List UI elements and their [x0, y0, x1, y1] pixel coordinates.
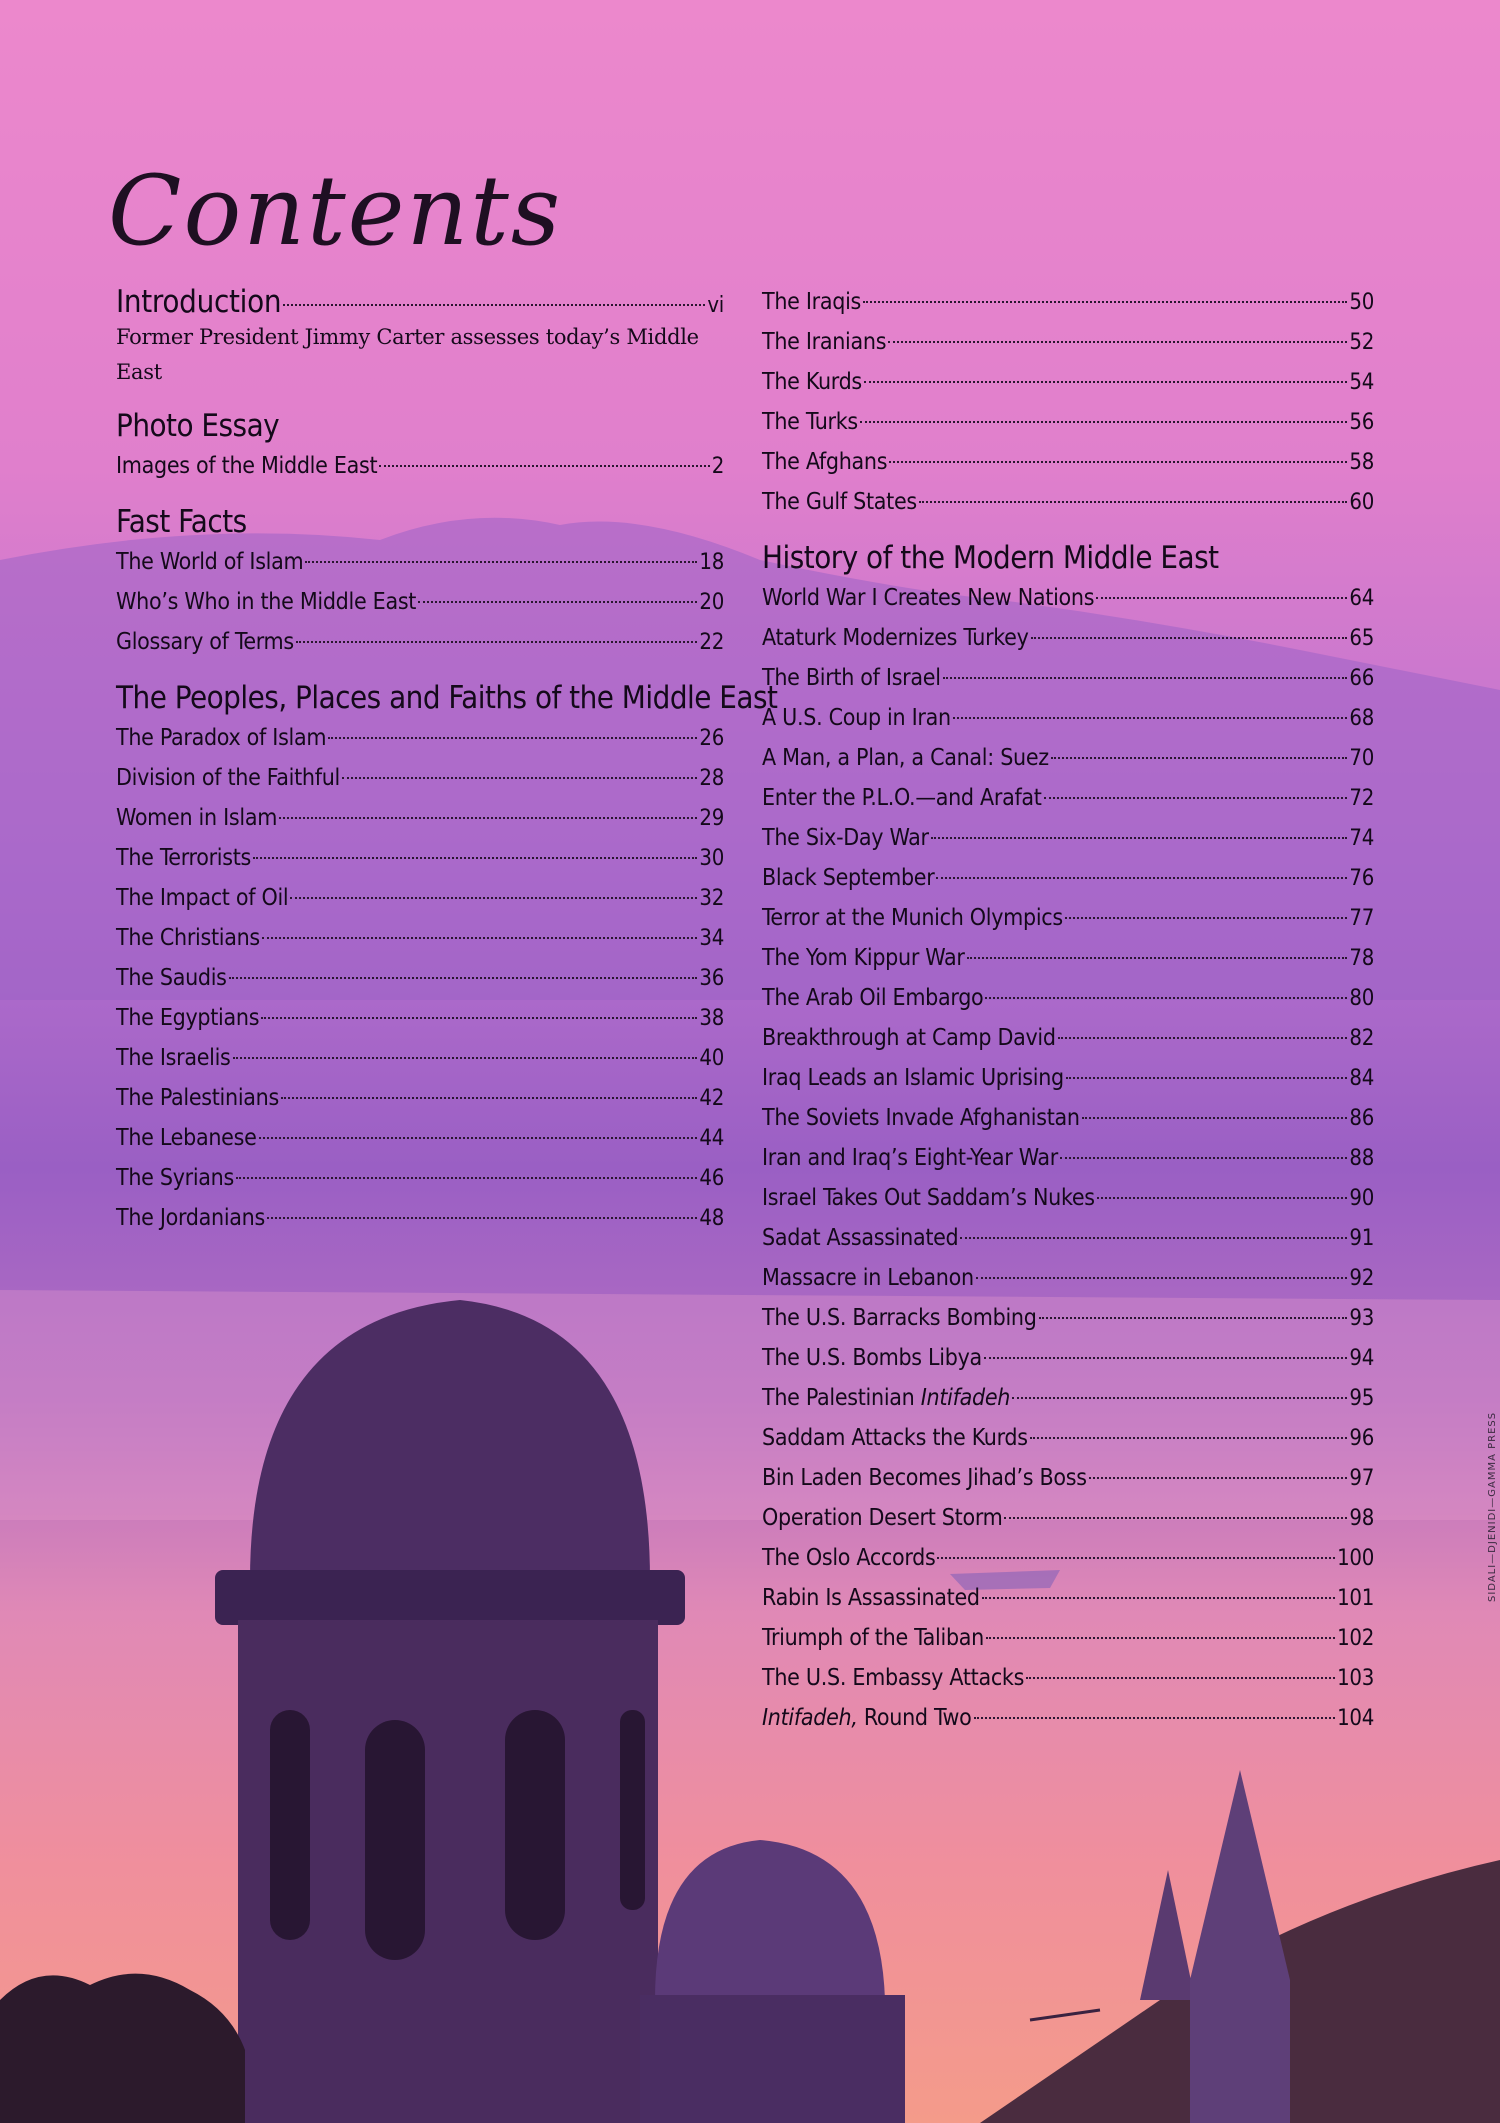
toc-page-number: vi — [707, 293, 724, 318]
toc-entry[interactable] — [116, 998, 724, 1038]
toc-entry-title: The Saudis — [116, 965, 227, 991]
dot-leader — [982, 1597, 1335, 1599]
toc-page-number: 100 — [1337, 1546, 1374, 1571]
dot-leader — [974, 1717, 1336, 1719]
toc-entry-title: The Syrians — [116, 1165, 234, 1191]
toc-entry[interactable] — [762, 1218, 1374, 1258]
toc-entry-title: The Soviets Invade Afghanistan — [762, 1105, 1080, 1131]
section-heading: History of the Modern Middle East — [762, 540, 1219, 576]
toc-page-number: 78 — [1349, 946, 1374, 971]
toc-entry-title: The Christians — [116, 925, 260, 951]
toc-entry-title: The Six-Day War — [762, 825, 929, 851]
toc-entry-title: Ataturk Modernizes Turkey — [762, 625, 1029, 651]
toc-entry[interactable] — [762, 658, 1374, 698]
toc-entry[interactable] — [762, 778, 1374, 818]
dot-leader — [261, 1017, 697, 1019]
dot-leader — [262, 937, 698, 939]
dot-leader — [283, 304, 705, 306]
toc-entry[interactable] — [762, 898, 1374, 938]
dot-leader — [967, 957, 1348, 959]
toc-entry[interactable] — [762, 738, 1374, 778]
toc-entry[interactable] — [762, 1018, 1374, 1058]
dot-leader — [253, 857, 697, 859]
dot-leader — [936, 877, 1347, 879]
toc-entry[interactable] — [116, 622, 724, 662]
toc-entry-title: The Kurds — [762, 369, 862, 395]
toc-entry-title: The Arab Oil Embargo — [762, 985, 984, 1011]
spire-left — [1140, 1870, 1195, 2000]
toc-page-number: 104 — [1337, 1706, 1374, 1731]
toc-page-number: 20 — [699, 590, 724, 615]
toc-entry[interactable] — [116, 838, 724, 878]
toc-entry-title: Who’s Who in the Middle East — [116, 589, 417, 615]
dot-leader — [233, 1057, 698, 1059]
toc-entry[interactable] — [762, 938, 1374, 978]
toc-page-number: 103 — [1337, 1666, 1374, 1691]
toc-entry[interactable] — [116, 878, 724, 918]
toc-entry[interactable] — [762, 1418, 1374, 1458]
dot-leader — [860, 421, 1348, 423]
dot-leader — [1044, 797, 1348, 799]
toc-entry[interactable] — [762, 1578, 1374, 1618]
toc-entry[interactable] — [116, 918, 724, 958]
dot-leader — [1039, 1317, 1348, 1319]
toc-page-number: 90 — [1349, 1186, 1374, 1211]
dot-leader — [1051, 757, 1348, 759]
toc-entry[interactable] — [762, 322, 1374, 362]
section-heading: Fast Facts — [116, 504, 247, 540]
toc-entry[interactable] — [762, 402, 1374, 442]
dot-leader — [1096, 597, 1347, 599]
dot-leader — [889, 461, 1347, 463]
toc-entry-title: Women in Islam — [116, 805, 278, 831]
toc-entry[interactable] — [762, 818, 1374, 858]
toc-page-number: 74 — [1349, 826, 1374, 851]
toc-page-number: 58 — [1349, 450, 1374, 475]
toc-entry-title: The Iranians — [762, 329, 887, 355]
dot-leader — [1030, 1437, 1348, 1439]
toc-page-number: 32 — [699, 886, 724, 911]
toc-page-number: 98 — [1349, 1506, 1374, 1531]
toc-entry[interactable] — [762, 442, 1374, 482]
dot-leader — [976, 1277, 1348, 1279]
toc-entry-title: Iran and Iraq’s Eight-Year War — [762, 1145, 1058, 1171]
toc-page-number: 80 — [1349, 986, 1374, 1011]
toc-page-number: 40 — [699, 1046, 724, 1071]
toc-page-number: 102 — [1337, 1626, 1374, 1651]
toc-page-number: 36 — [699, 966, 724, 991]
italic-term: Intifadeh, — [762, 1705, 858, 1731]
dot-leader — [864, 381, 1347, 383]
toc-entry[interactable] — [116, 718, 724, 758]
toc-entry-title: The Birth of Israel — [762, 665, 941, 691]
toc-entry-title: The U.S. Bombs Libya — [762, 1345, 982, 1371]
dot-leader — [379, 465, 709, 467]
toc-page-number: 18 — [699, 550, 724, 575]
toc-page-number: 54 — [1349, 370, 1374, 395]
toc-entry-title: The Israelis — [116, 1045, 231, 1071]
toc-entry-title: The World of Islam — [116, 549, 304, 575]
dot-leader — [919, 501, 1348, 503]
dot-leader — [418, 601, 697, 603]
toc-entry[interactable] — [116, 1118, 724, 1158]
toc-entry-title: The Gulf States — [762, 489, 917, 515]
dot-leader — [984, 1357, 1348, 1359]
toc-page-number: 84 — [1349, 1066, 1374, 1091]
toc-entry[interactable] — [762, 1658, 1374, 1698]
toc-entry[interactable] — [116, 958, 724, 998]
dot-leader — [1060, 1157, 1347, 1159]
dot-leader — [279, 817, 697, 819]
left-toc-column — [116, 282, 778, 1238]
toc-entry-title: The Terrorists — [116, 845, 251, 871]
toc-entry-title: Iraq Leads an Islamic Uprising — [762, 1065, 1064, 1091]
toc-entry-title: Introduction — [116, 284, 282, 320]
toc-page-number: 64 — [1349, 586, 1374, 611]
small-dome — [655, 1840, 885, 2000]
toc-entry[interactable] — [762, 578, 1374, 618]
dot-leader — [328, 737, 697, 739]
toc-entry-title: Rabin Is Assassinated — [762, 1585, 980, 1611]
toc-page-number: 52 — [1349, 330, 1374, 355]
dot-leader — [1012, 1397, 1347, 1399]
toc-page-number: 65 — [1349, 626, 1374, 651]
dot-leader — [1031, 637, 1348, 639]
toc-page-number: 50 — [1349, 290, 1374, 315]
right-toc-column — [762, 282, 1374, 1738]
toc-entry-title: Intifadeh, Round Two — [762, 1705, 972, 1731]
dot-leader — [1089, 1477, 1348, 1479]
section-heading: The Peoples, Places and Faiths of the Middle East — [116, 680, 778, 716]
toc-entry[interactable] — [762, 1258, 1374, 1298]
spire-right — [1190, 1770, 1290, 2123]
toc-entry[interactable] — [116, 798, 724, 838]
toc-entry-title: The Paradox of Islam — [116, 725, 327, 751]
dot-leader — [888, 341, 1347, 343]
toc-entry[interactable] — [762, 482, 1374, 522]
dot-leader — [342, 777, 697, 779]
toc-entry[interactable] — [762, 362, 1374, 402]
toc-entry[interactable] — [116, 1198, 724, 1238]
dot-leader — [943, 677, 1348, 679]
dot-leader — [296, 641, 698, 643]
dot-leader — [985, 997, 1347, 999]
toc-entry-title: The U.S. Embassy Attacks — [762, 1665, 1025, 1691]
toc-entry[interactable] — [762, 1538, 1374, 1578]
toc-entry[interactable] — [116, 542, 724, 582]
toc-entry-title: The Iraqis — [762, 289, 862, 315]
toc-page-number: 38 — [699, 1006, 724, 1031]
toc-entry[interactable] — [762, 858, 1374, 898]
toc-page-number: 82 — [1349, 1026, 1374, 1051]
toc-entry-title: Bin Laden Becomes Jihad’s Boss — [762, 1465, 1087, 1491]
dot-leader — [960, 1237, 1347, 1239]
toc-entry-title: The Yom Kippur War — [762, 945, 965, 971]
toc-entry[interactable] — [762, 282, 1374, 322]
italic-term: Intifadeh — [920, 1385, 1011, 1411]
toc-entry[interactable] — [762, 1098, 1374, 1138]
toc-entry[interactable] — [762, 978, 1374, 1018]
dot-leader — [863, 301, 1347, 303]
toc-page-number: 56 — [1349, 410, 1374, 435]
toc-entry-title: A Man, a Plan, a Canal: Suez — [762, 745, 1049, 771]
toc-entry-title: Operation Desert Storm — [762, 1505, 1003, 1531]
toc-entry[interactable] — [762, 618, 1374, 658]
toc-page-number: 77 — [1349, 906, 1374, 931]
dot-leader — [236, 1177, 697, 1179]
dot-leader — [937, 1557, 1335, 1559]
toc-entry[interactable] — [116, 282, 724, 322]
toc-entry[interactable] — [116, 1158, 724, 1198]
toc-page-number: 70 — [1349, 746, 1374, 771]
section-heading: Photo Essay — [116, 408, 280, 444]
dot-leader — [1004, 1517, 1347, 1519]
toc-entry[interactable] — [116, 582, 724, 622]
dot-leader — [281, 1097, 697, 1099]
toc-entry[interactable] — [762, 1298, 1374, 1338]
dot-leader — [1026, 1677, 1335, 1679]
toc-page-number: 96 — [1349, 1426, 1374, 1451]
toc-page-number: 30 — [699, 846, 724, 871]
dot-leader — [1065, 917, 1348, 919]
toc-entry-title: Triumph of the Taliban — [762, 1625, 984, 1651]
tower-cornice — [215, 1570, 685, 1625]
toc-entry-title: The Palestinians — [116, 1085, 279, 1111]
toc-page-number: 29 — [699, 806, 724, 831]
toc-entry-title: The Oslo Accords — [762, 1545, 936, 1571]
toc-entry-title: Glossary of Terms — [116, 629, 294, 655]
dot-leader — [229, 977, 698, 979]
trees-silhouette — [0, 1974, 245, 2123]
toc-entry-title: The Impact of Oil — [116, 885, 289, 911]
toc-entry-title: A U.S. Coup in Iran — [762, 705, 951, 731]
toc-page-number: 46 — [699, 1166, 724, 1191]
dot-leader — [986, 1637, 1335, 1639]
toc-entry-title: The Palestinian Intifadeh — [762, 1385, 1011, 1411]
toc-entry-title: The Jordanians — [116, 1205, 265, 1231]
toc-entry-title: The Egyptians — [116, 1005, 260, 1031]
toc-entry[interactable] — [762, 1618, 1374, 1658]
toc-entry-title: The Turks — [762, 409, 858, 435]
toc-page-number: 2 — [711, 454, 724, 479]
toc-entry[interactable] — [116, 758, 724, 798]
section-description: Former President Jimmy Carter assesses today’s Middle East — [116, 325, 699, 384]
toc-entry-title: Breakthrough at Camp David — [762, 1025, 1056, 1051]
toc-entry[interactable] — [762, 1138, 1374, 1178]
toc-entry-title: Division of the Faithful — [116, 765, 340, 791]
dot-leader — [931, 837, 1348, 839]
toc-page-number: 44 — [699, 1126, 724, 1151]
toc-entry-title: Sadat Assassinated — [762, 1225, 959, 1251]
dot-leader — [290, 897, 697, 899]
toc-entry[interactable] — [762, 1698, 1374, 1738]
toc-entry[interactable] — [762, 1498, 1374, 1538]
toc-page-number: 22 — [699, 630, 724, 655]
toc-page-number: 86 — [1349, 1106, 1374, 1131]
toc-entry-title: The U.S. Barracks Bombing — [762, 1305, 1037, 1331]
toc-entry[interactable] — [116, 1078, 724, 1118]
toc-entry[interactable] — [762, 1178, 1374, 1218]
dot-leader — [267, 1217, 697, 1219]
toc-page-number: 97 — [1349, 1466, 1374, 1491]
toc-entry[interactable] — [762, 698, 1374, 738]
toc-page-number: 60 — [1349, 490, 1374, 515]
dot-leader — [1097, 1197, 1348, 1199]
toc-entry-title: World War I Creates New Nations — [762, 585, 1095, 611]
toc-entry-title: Israel Takes Out Saddam’s Nukes — [762, 1185, 1095, 1211]
toc-entry-title: Images of the Middle East — [116, 453, 378, 479]
toc-page-number: 93 — [1349, 1306, 1374, 1331]
toc-page-number: 94 — [1349, 1346, 1374, 1371]
toc-page-number: 95 — [1349, 1386, 1374, 1411]
toc-entry[interactable] — [762, 1458, 1374, 1498]
dot-leader — [259, 1137, 698, 1139]
toc-entry-title: The Afghans — [762, 449, 888, 475]
toc-page-number: 26 — [699, 726, 724, 751]
contents-title: Contents — [108, 155, 563, 267]
dot-leader — [953, 717, 1348, 719]
toc-entry[interactable] — [762, 1058, 1374, 1098]
toc-page-number: 66 — [1349, 666, 1374, 691]
toc-page-number: 68 — [1349, 706, 1374, 731]
toc-page-number: 42 — [699, 1086, 724, 1111]
toc-entry-title: Terror at the Munich Olympics — [762, 905, 1063, 931]
dot-leader — [1066, 1077, 1348, 1079]
dot-leader — [1082, 1117, 1348, 1119]
toc-entry[interactable] — [116, 1038, 724, 1078]
toc-entry-title: Saddam Attacks the Kurds — [762, 1425, 1028, 1451]
toc-page-number: 76 — [1349, 866, 1374, 891]
toc-entry-title: Black September — [762, 865, 935, 891]
toc-page-number: 92 — [1349, 1266, 1374, 1291]
toc-page-number: 28 — [699, 766, 724, 791]
toc-entry[interactable] — [116, 446, 724, 486]
toc-entry[interactable] — [762, 1338, 1374, 1378]
dot-leader — [305, 561, 697, 563]
photo-credit: SIDALI—DJENIDI—GAMMA PRESS — [1487, 1411, 1498, 1602]
toc-entry[interactable] — [762, 1378, 1374, 1418]
toc-page-number: 91 — [1349, 1226, 1374, 1251]
toc-page-number: 101 — [1337, 1586, 1374, 1611]
toc-entry-title: Massacre in Lebanon — [762, 1265, 974, 1291]
toc-page-number: 72 — [1349, 786, 1374, 811]
toc-entry-title: The Lebanese — [116, 1125, 257, 1151]
toc-entry-title: Enter the P.L.O.—and Arafat — [762, 785, 1042, 811]
toc-page-number: 48 — [699, 1206, 724, 1231]
toc-page-number: 88 — [1349, 1146, 1374, 1171]
dot-leader — [1058, 1037, 1348, 1039]
toc-page-number: 34 — [699, 926, 724, 951]
